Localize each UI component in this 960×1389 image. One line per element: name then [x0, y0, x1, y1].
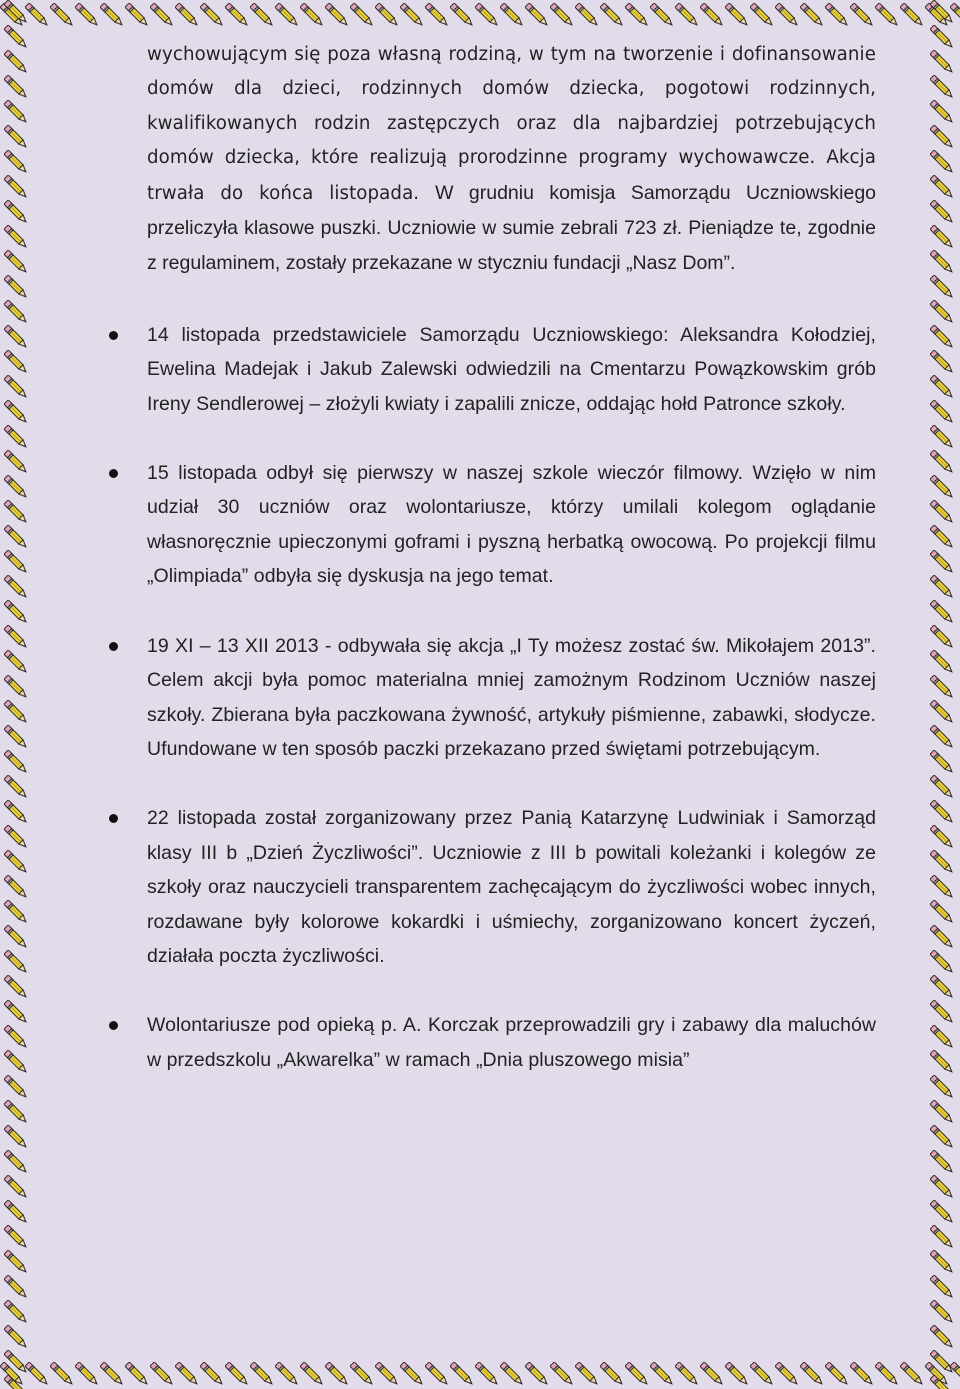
pencil-border-right	[926, 0, 960, 1389]
pencil-icon	[0, 0, 960, 30]
pencil-border-bottom	[0, 1359, 960, 1389]
bullet-icon	[109, 1021, 118, 1030]
list-item-text: 22 listopada został zorganizowany przez Panią Katarzynę Ludwiniak i Samorząd klasy III b „Dzień Życzliwości”. Uczniowie z III b powitali koleżanki i kolegów ze szkoły oraz nauczycieli transparentem zachęcającym do życzliwości wobec innych, rozdawane były kolorowe kokardki i uśmiechy, zorganizowano koncert życzeń, działała poczta życzliwości.	[147, 807, 876, 967]
list-item-text: 15 listopada odbył się pierwszy w naszej szkole wieczór filmowy. Wzięło w nim udział 30 uczniów oraz wolontariusze, którzy umilali kolegom oglądanie własnoręcznie upieczonymi goframi i pyszną herbatką owocową. Po projekcji filmu „Olimpiada” odbyła się dyskusja na jego temat.	[147, 462, 876, 588]
document-body	[147, 38, 876, 1077]
bullet-icon	[109, 469, 118, 478]
list-item	[147, 1008, 876, 1077]
continuation-text-2: W grudniu komisja Samorządu Uczniowskiego przeliczyła klasowe puszki. Uczniowie w sumie zebrali 723 zł. Pieniądze te, zgodnie z regulaminem, zostały przekazane w styczniu fundacji „Nasz Dom”.	[147, 181, 877, 275]
pencil-icon	[0, 1359, 960, 1389]
pencil-icon	[926, 0, 960, 1389]
bullet-icon	[109, 814, 118, 823]
continuation-text: wychowującym się poza własną rodziną, w tym na tworzenie i dofinansowanie domów dla dzieci, rodzinnych domów dziecka, pogotowi rodzinnych, kwalifikowanych rodzin zastępczych oraz dla najbardziej potrzebujących domów dziecka, które realizują prorodzinne programy wychowawcze. Akcja trwała do końca listopada.	[147, 44, 876, 204]
pencil-border-top	[0, 0, 960, 30]
pencil-icon	[0, 0, 34, 1389]
list-item	[147, 801, 876, 973]
list-item	[147, 629, 876, 767]
bullet-icon	[109, 331, 118, 340]
pencil-border-left	[0, 0, 34, 1389]
continuation-paragraph	[147, 38, 876, 282]
list-item-text: 14 listopada przedstawiciele Samorządu Uczniowskiego: Aleksandra Kołodziej, Ewelina Madejak i Jakub Zalewski odwiedzili na Cmentarzu Powązkowskim grób Ireny Sendlerowej – złożyli kwiaty i zapalili znicze, oddając hołd Patronce szkoły.	[147, 323, 876, 415]
list-item-text: Wolontariusze pod opieką p. A. Korczak przeprowadzili gry i zabawy dla maluchów w przedszkolu „Akwarelka” w ramach „Dnia pluszowego misia”	[147, 1014, 876, 1071]
list-item-text: 19 XI – 13 XII 2013 - odbywała się akcja „I Ty możesz zostać św. Mikołajem 2013”. Celem akcji była pomoc materialna mniej zamożnym Rodzinom Uczniów naszej szkoły. Zbierana była paczkowana żywność, artykuły piśmienne, zabawki, słodycze. Ufundowane w ten sposób paczki przekazano przed świętami potrzebującym.	[147, 634, 876, 760]
list-item	[147, 456, 876, 594]
bullet-icon	[109, 642, 118, 651]
list-item	[147, 318, 876, 421]
